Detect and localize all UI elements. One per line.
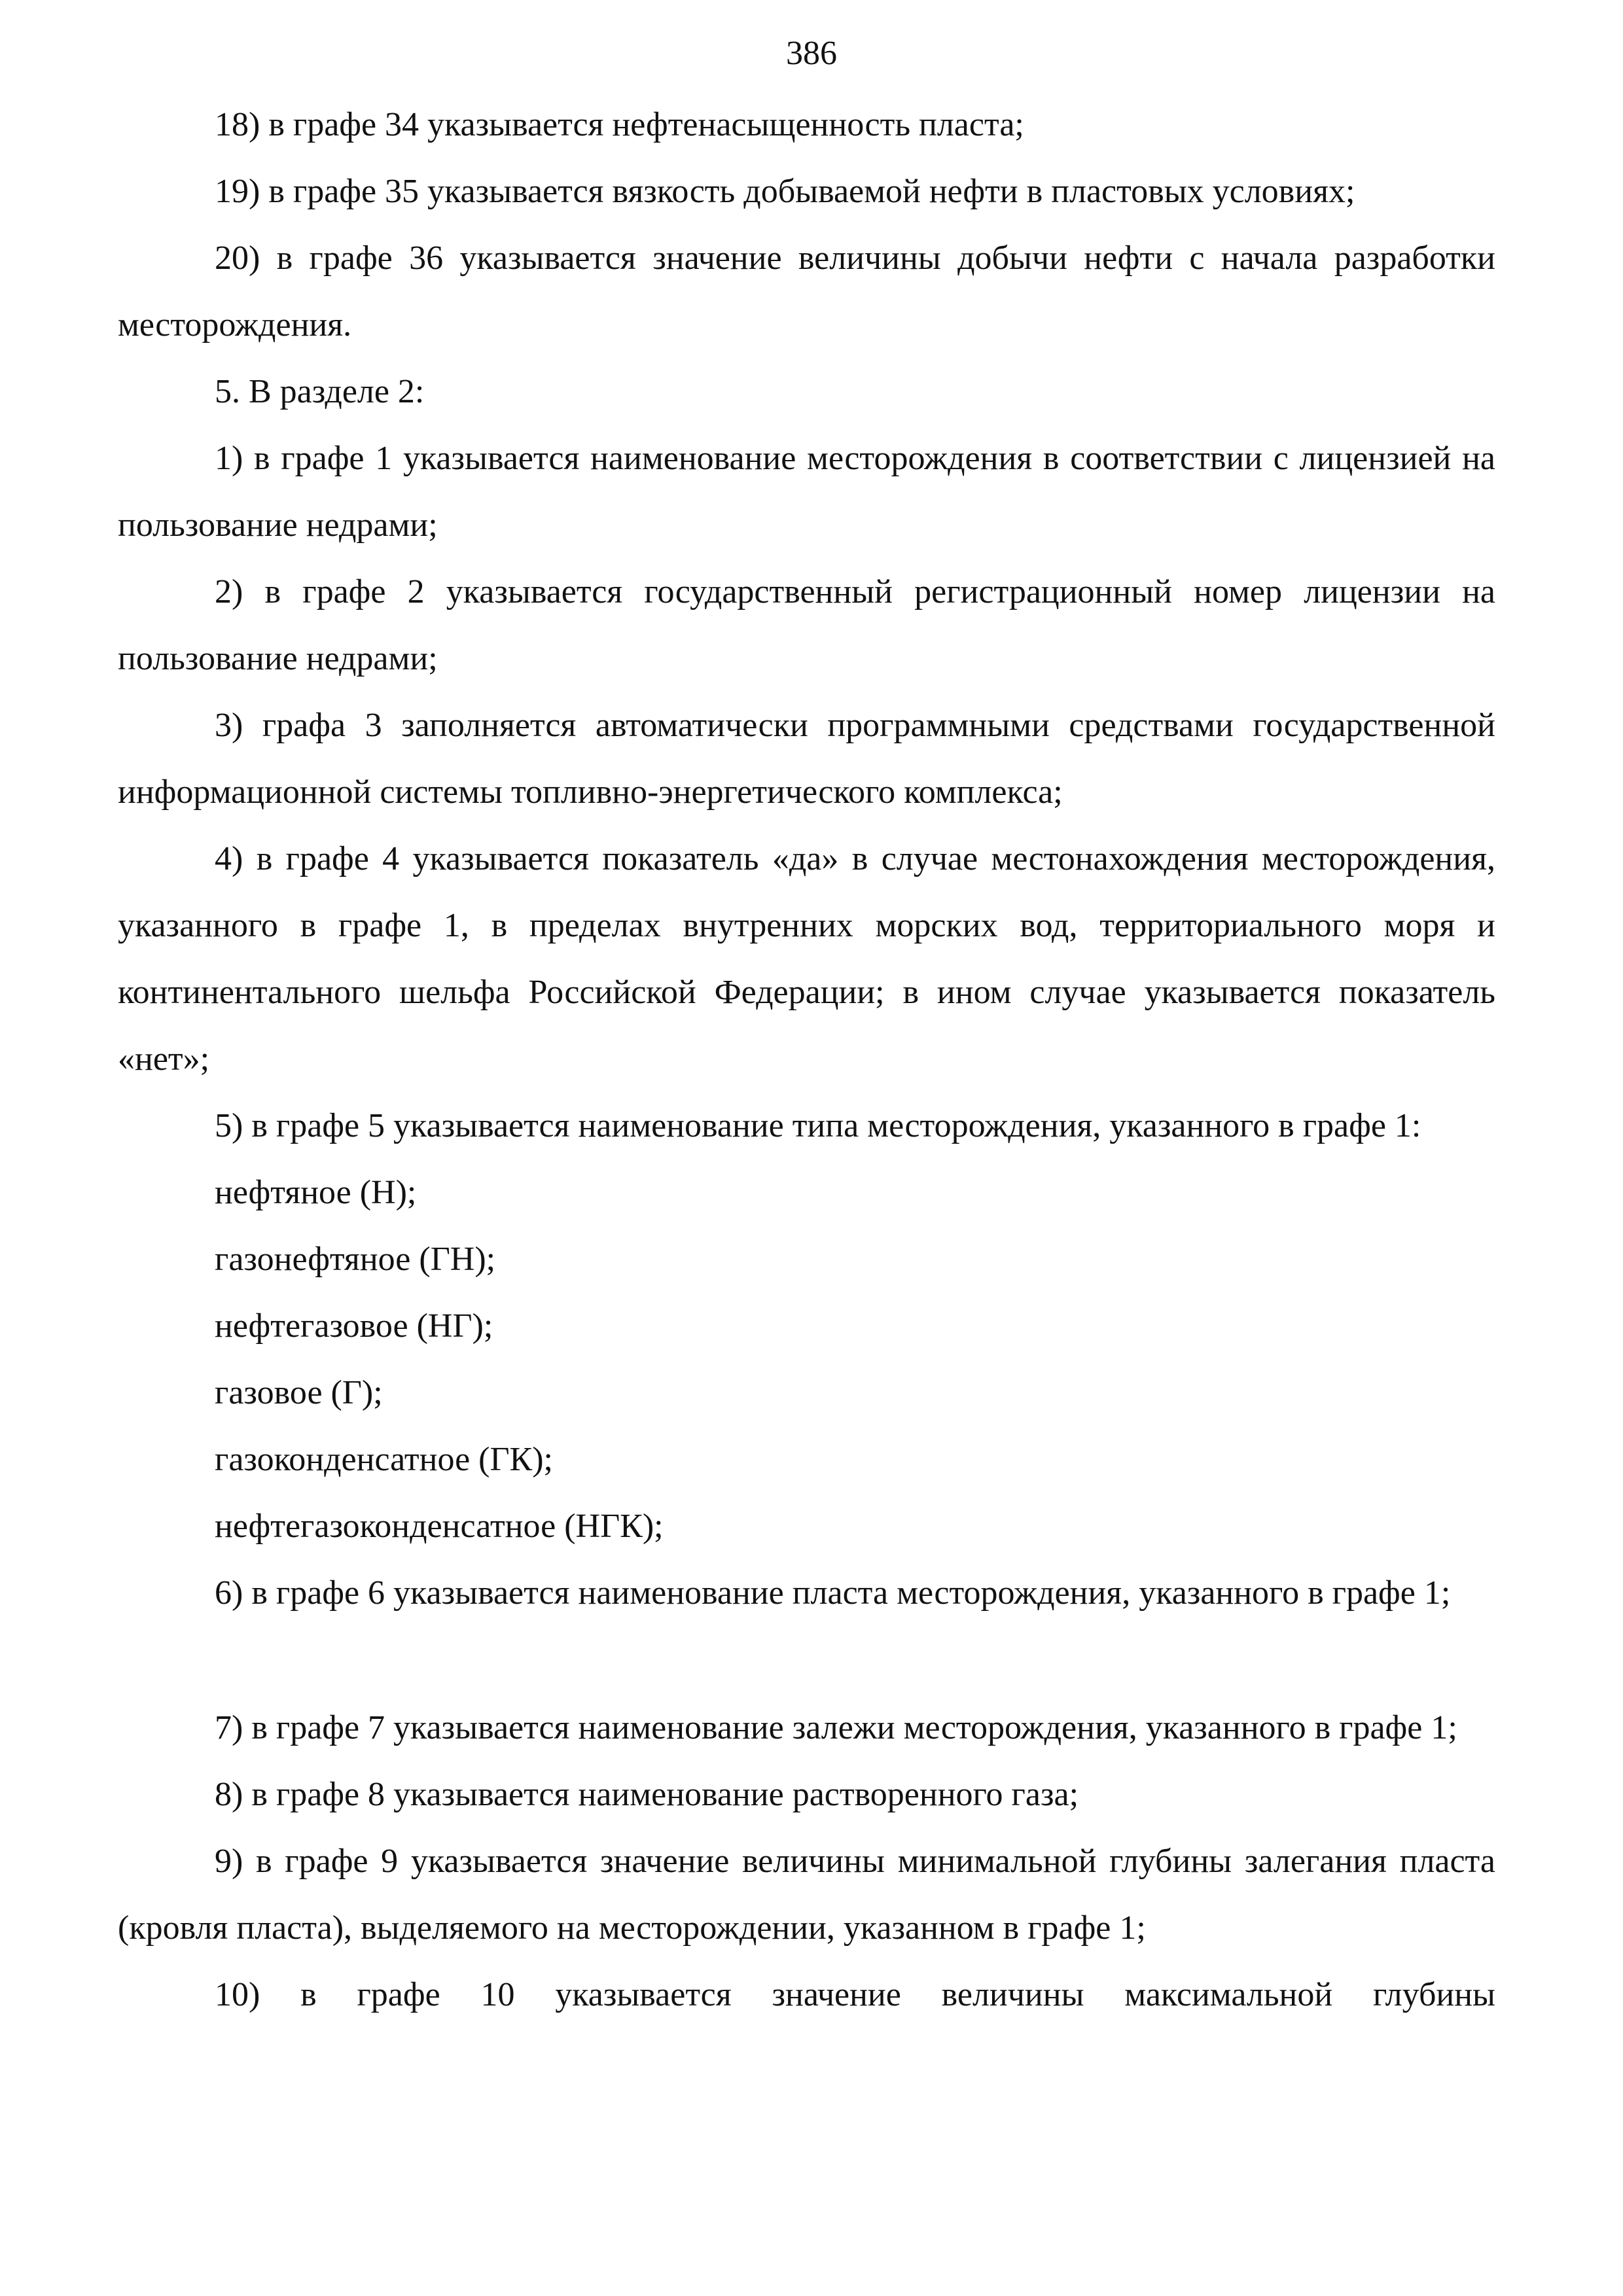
- paragraph-item-19: 19) в графе 35 указывается вязкость добываемой нефти в пластовых условиях;: [215, 173, 1355, 210]
- paragraph-item-1: 1) в графе 1 указывается наименование месторождения в соответствии с лицензией на пользование недрами;: [118, 440, 1495, 544]
- paragraph-item-3: 3) графа 3 заполняется автоматически программными средствами государственной информационной системы топливно-энергетического комплекса;: [118, 707, 1495, 811]
- field-type-item: нефтегазоконденсатное (НГК);: [215, 1508, 664, 1545]
- paragraph-item-9: 9) в графе 9 указывается значение величины минимальной глубины залегания пласта (кровля пласта), выделяемого на месторождении, указанном в графе 1;: [118, 1843, 1495, 1947]
- blank-gap: [118, 1627, 1495, 1695]
- paragraph-item-2: 2) в графе 2 указывается государственный регистрационный номер лицензии на пользование недрами;: [118, 573, 1495, 677]
- field-type-item: нефтегазовое (НГ);: [215, 1307, 493, 1345]
- field-type-item: газоконденсатное (ГК);: [215, 1441, 554, 1478]
- page-number: 386: [786, 35, 837, 72]
- field-type-item: газовое (Г);: [215, 1374, 383, 1411]
- section-heading: 5. В разделе 2:: [215, 373, 425, 410]
- paragraph-item-4: 4) в графе 4 указывается показатель «да» в случае местонахождения месторождения, указанного в графе 1, в пределах внутренних морских вод, территориального моря и континентального шельфа Российской Федерации; в ином случае указывается показатель «нет»;: [118, 840, 1495, 1078]
- document-body: [118, 92, 1495, 2028]
- paragraph-item-5: 5) в графе 5 указывается наименование типа месторождения, указанного в графе 1:: [215, 1107, 1421, 1144]
- paragraph-item-20: 20) в графе 36 указывается значение величины добычи нефти с начала разработки месторождения.: [118, 239, 1495, 344]
- paragraph-item-7: 7) в графе 7 указывается наименование залежи месторождения, указанного в графе 1;: [215, 1709, 1457, 1746]
- paragraph-item-10: 10) в графе 10 указывается значение величины максимальной глубины: [215, 1976, 1495, 2013]
- field-type-item: газонефтяное (ГН);: [215, 1241, 496, 1278]
- paragraph-item-6: 6) в графе 6 указывается наименование пласта месторождения, указанного в графе 1;: [215, 1574, 1451, 1612]
- paragraph-item-8: 8) в графе 8 указывается наименование растворенного газа;: [215, 1776, 1079, 1813]
- field-type-item: нефтяное (Н);: [215, 1174, 417, 1211]
- paragraph-item-18: 18) в графе 34 указывается нефтенасыщенность пласта;: [215, 106, 1024, 143]
